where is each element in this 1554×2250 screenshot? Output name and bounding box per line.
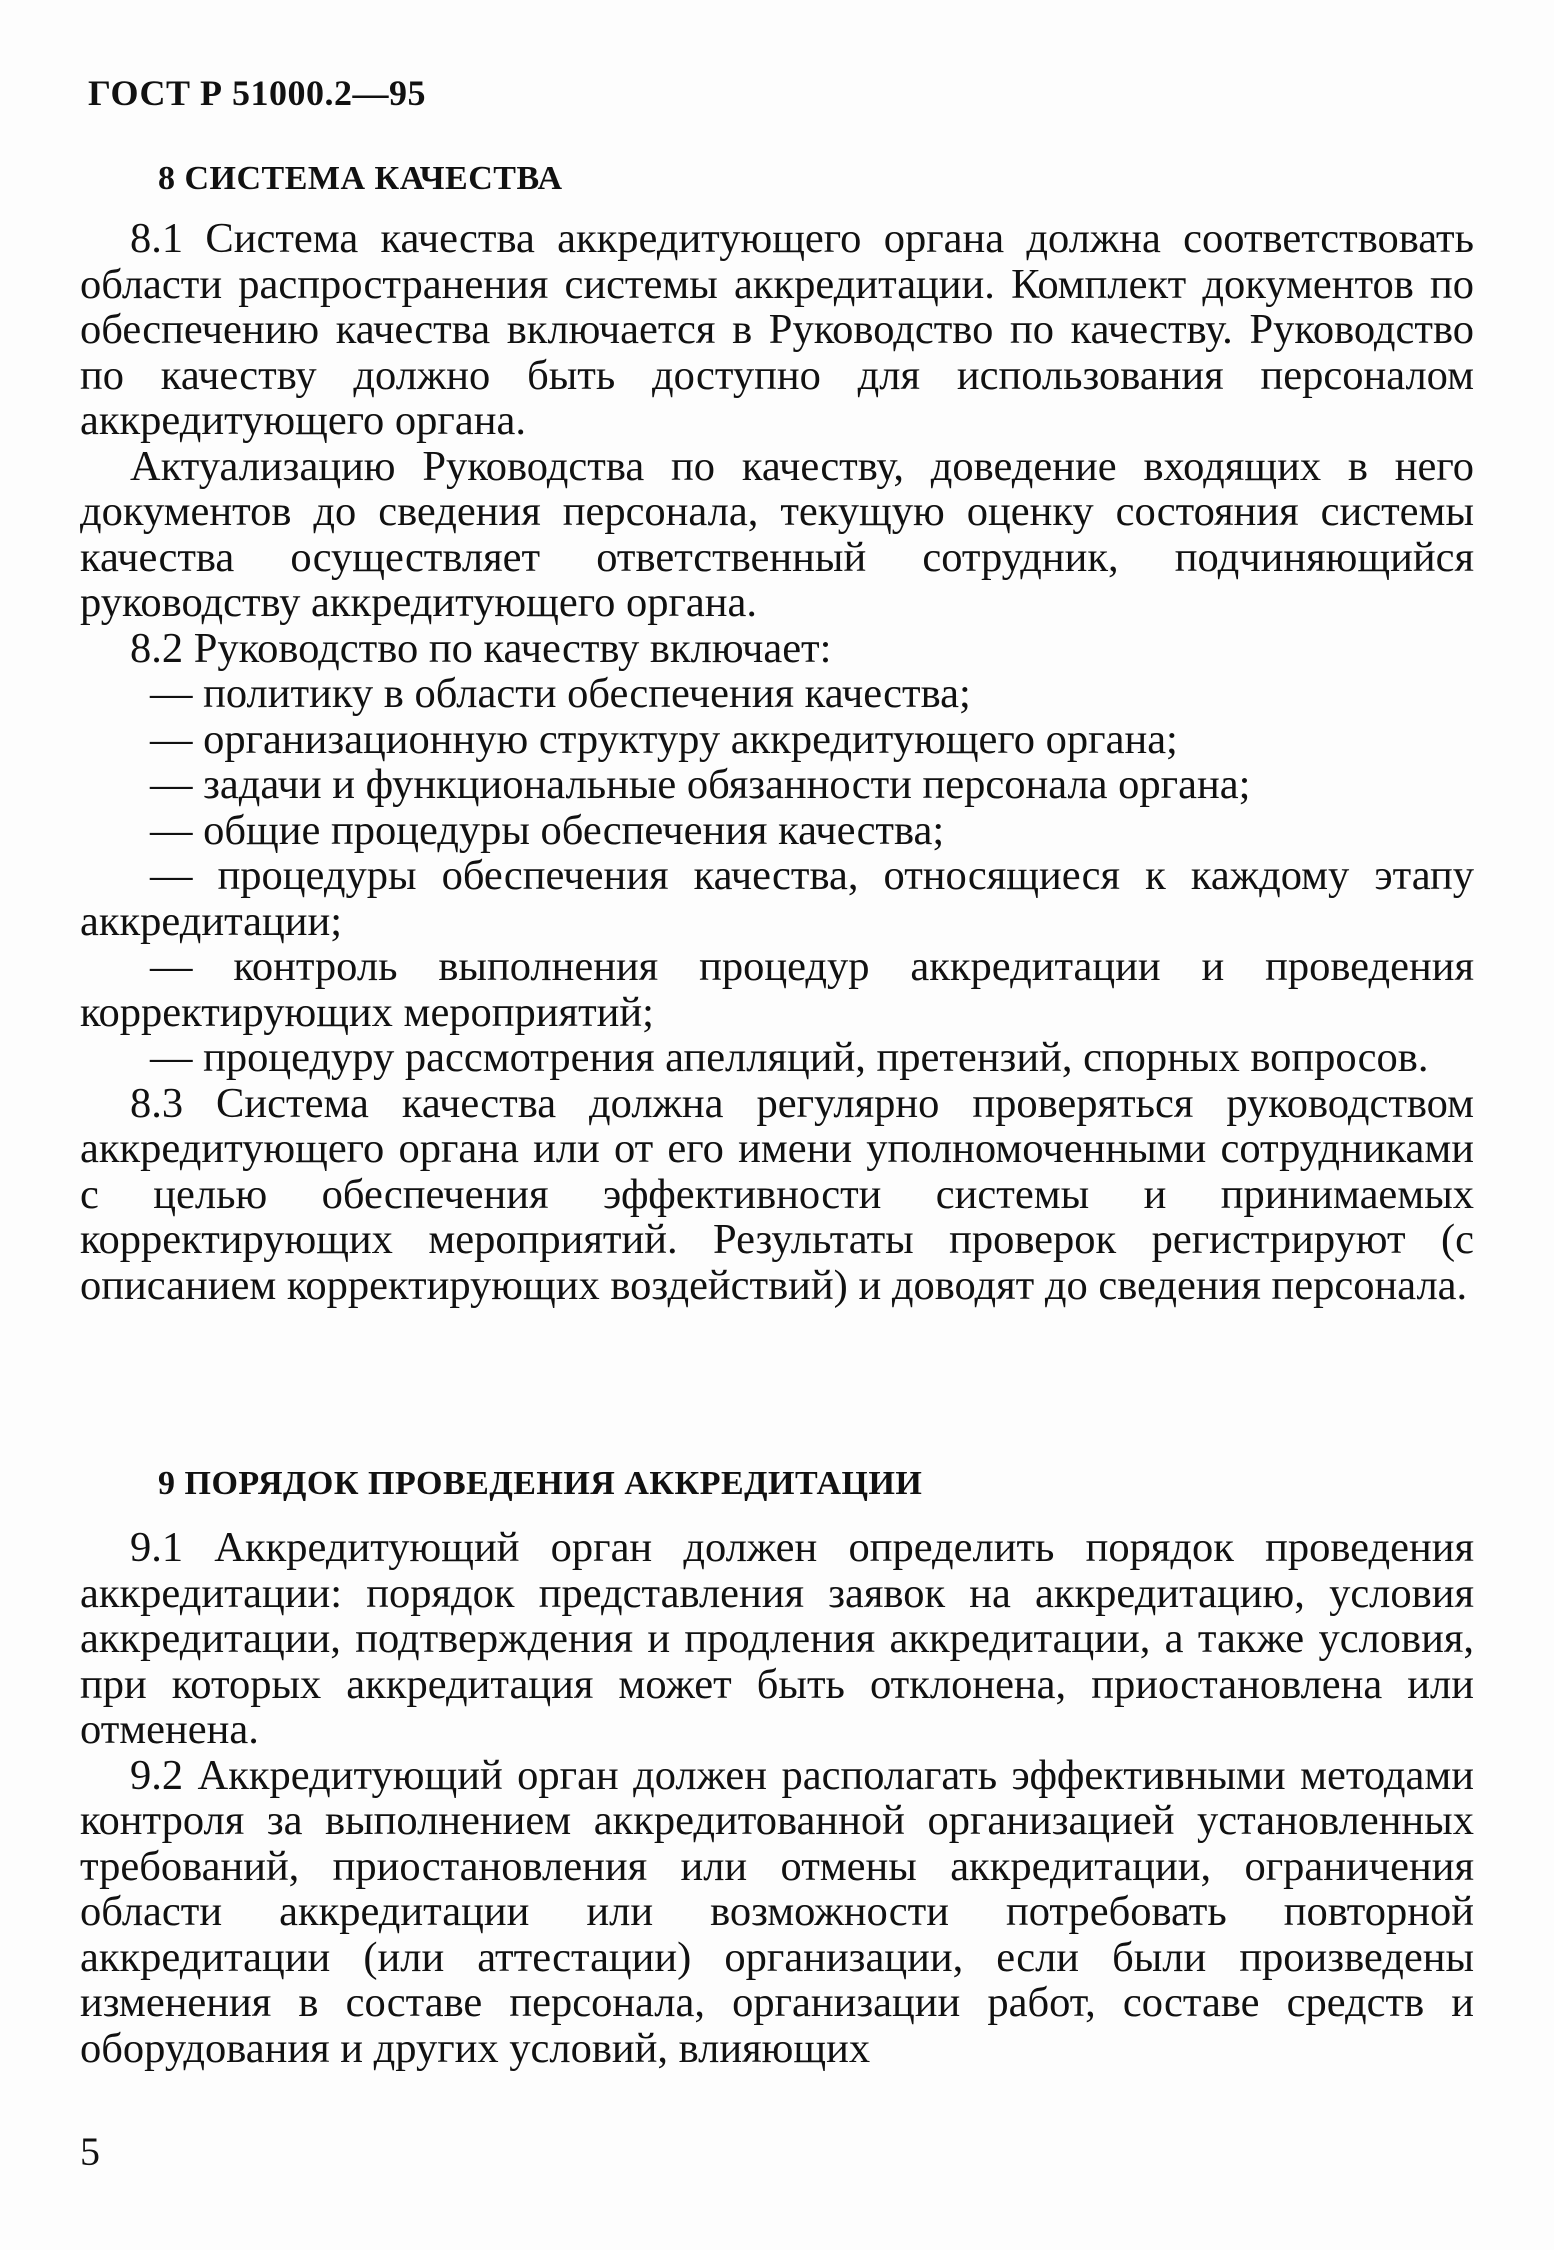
section-9-heading: 9 ПОРЯДОК ПРОВЕДЕНИЯ АККРЕДИТАЦИИ	[158, 1465, 923, 1502]
section-8-heading: 8 СИСТЕМА КАЧЕСТВА	[158, 160, 563, 197]
paragraph-9-1: 9.1 Аккредитующий орган должен определить порядок проведения аккредитации: порядок представления заявок на аккредитацию, условия аккредитации, подтверждения и продления аккредитации, а также условия, при которых аккредитация может быть отклонена, приостановлена или отменена.	[80, 1524, 1474, 1753]
section-8-body	[80, 216, 1474, 1308]
section-9-body	[80, 1525, 1474, 2071]
paragraph-9-2: 9.2 Аккредитующий орган должен располагать эффективными методами контроля за выполнением аккредитованной организацией установленных требований, приостановления или отмены аккредитации, ограничения области аккредитации или возможности потребовать повторной аккредитации (или аттестации) организации, если были произведены изменения в составе персонала, организации работ, составе средств и оборудования и других условий, влияющих	[80, 1751, 1474, 2072]
paragraph-8-2: 8.2 Руководство по качеству включает:	[130, 624, 832, 672]
list-item: — процедуры обеспечения качества, относящиеся к каждому этапу аккредитации;	[80, 852, 1474, 945]
paragraph-8-1: 8.1 Система качества аккредитующего органа должна соответствовать области распространения системы аккредитации. Комплект документов по обеспечению качества включается в Руководство по качеству. Руководство по качеству должно быть доступно для использования персоналом аккредитующего органа.	[80, 215, 1474, 444]
list-item: — организационную структуру аккредитующего органа;	[150, 715, 1178, 763]
paragraph-8-3: 8.3 Система качества должна регулярно проверяться руководством аккредитующего органа или от его имени уполномоченными сотрудниками с целью обеспечения эффективности системы и принимаемых корректирующих мероприятий. Результаты проверок регистрируют (с описанием корректирующих воздействий) и доводят до сведения персонала.	[80, 1079, 1474, 1309]
list-item: — процедуру рассмотрения апелляций, претензий, спорных вопросов.	[150, 1034, 1429, 1081]
list-item: — политику в области обеспечения качества;	[150, 670, 971, 717]
page-number: 5	[80, 2129, 100, 2174]
paragraph-8-1-continued: Актуализацию Руководства по качеству, доведение входящих в него документов до сведения персонала, текущую оценку состояния системы качества осуществляет ответственный сотрудник, подчиняющийся руководству аккредитующего органа.	[80, 442, 1474, 626]
document-code: ГОСТ Р 51000.2—95	[88, 73, 426, 113]
list-item: — задачи и функциональные обязанности персонала органа;	[150, 761, 1251, 808]
list-item: — общие процедуры обеспечения качества;	[150, 806, 945, 854]
list-item: — контроль выполнения процедур аккредитации и проведения корректирующих мероприятий;	[80, 943, 1474, 1036]
